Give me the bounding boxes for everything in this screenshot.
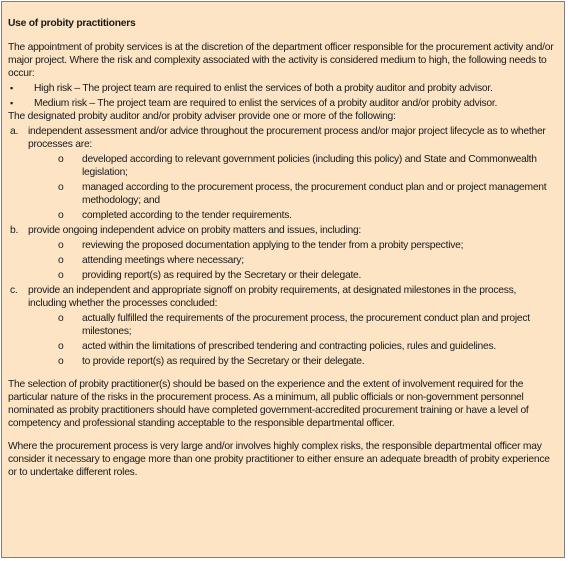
sub-item-text: acted within the limitations of prescribed tendering and contracting policies, rules and guidelines.: [82, 341, 497, 352]
list-marker: c.: [10, 285, 18, 296]
designated-intro: The designated probity auditor and/or probity adviser provide one or more of the following:: [8, 111, 396, 122]
circle-bullet-icon: o: [58, 356, 64, 367]
square-bullet-icon: ▪: [10, 98, 13, 108]
intro-paragraph: The appointment of probity services is at the discretion of the department officer responsible for the procurement activity and/or major project. Where the risk and complexity associated with the activity is considered medium to high, the following needs to occur:: [8, 42, 554, 79]
sub-item-text: to provide report(s) as required by the Secretary or their delegate.: [82, 356, 365, 367]
risk-bullet-medium: [8, 97, 556, 110]
sub-item: [8, 239, 556, 252]
sub-item: [8, 209, 556, 222]
list-item-a: [8, 125, 556, 151]
circle-bullet-icon: o: [58, 210, 64, 221]
list-marker: b.: [10, 225, 19, 236]
risk-bullet-high: [8, 82, 556, 95]
sub-item-text: actually fulfilled the requirements of the procurement process, the procurement conduct plan and project milestones;: [82, 313, 530, 337]
sub-item-text: developed according to relevant government policies (including this policy) and State and Commonwealth legislation;: [82, 154, 537, 178]
circle-bullet-icon: o: [58, 255, 64, 266]
sub-item-text: completed according to the tender requirements.: [82, 210, 292, 221]
probity-text-box: [1, 1, 565, 558]
sub-item-text: managed according to the procurement process, the procurement conduct plan and or project management methodology; and: [82, 182, 547, 206]
large-process-paragraph: Where the procurement process is very large and/or involves highly complex risks, the responsible departmental officer may consider it necessary to engage more than one probity practitioner to either ensure an adequate breadth of probity experience or to undertake different roles.: [8, 441, 550, 478]
sub-item: [8, 254, 556, 267]
list-item-text: provide ongoing independent advice on probity matters and issues, including:: [28, 225, 362, 236]
list-item-c: [8, 284, 556, 310]
list-item-text: independent assessment and/or advice throughout the procurement process and/or major project lifecycle as to whether processes are:: [28, 126, 546, 150]
sub-item: [8, 312, 556, 338]
circle-bullet-icon: o: [58, 341, 64, 352]
sub-item: [8, 269, 556, 282]
circle-bullet-icon: o: [58, 240, 64, 251]
sub-item: [8, 340, 556, 353]
sub-item-text: providing report(s) as required by the Secretary or their delegate.: [82, 270, 362, 281]
sub-item-text: reviewing the proposed documentation applying to the tender from a probity perspective;: [82, 240, 464, 251]
sub-item: [8, 153, 556, 179]
circle-bullet-icon: o: [58, 154, 64, 165]
circle-bullet-icon: o: [58, 313, 64, 324]
list-item-b: [8, 224, 556, 237]
circle-bullet-icon: o: [58, 182, 64, 193]
sub-item-text: attending meetings where necessary;: [82, 255, 244, 266]
sub-item: [8, 355, 556, 368]
circle-bullet-icon: o: [58, 270, 64, 281]
list-item-text: provide an independent and appropriate signoff on probity requirements, at designated milestones in the process, including whether the processes concluded:: [28, 285, 517, 309]
selection-paragraph: The selection of probity practitioner(s) should be based on the experience and the extent of involvement required for the particular nature of the risks in the procurement process. As a minimum, all public officials or non-government personnel nominated as probity practitioners should have completed government-accredited procurement training or have a level of competency and professional standing acceptable to the responsible departmental officer.: [8, 379, 529, 429]
section-heading: Use of probity practitioners: [8, 18, 136, 29]
list-marker: a.: [10, 126, 19, 137]
risk-bullet-text: High risk – The project team are required to enlist the services of both a probity auditor and probity advisor.: [34, 83, 493, 94]
square-bullet-icon: ▪: [10, 83, 13, 93]
risk-bullet-text: Medium risk – The project team are required to enlist the services of a probity auditor and/or probity advisor.: [34, 98, 498, 109]
sub-item: [8, 181, 556, 207]
